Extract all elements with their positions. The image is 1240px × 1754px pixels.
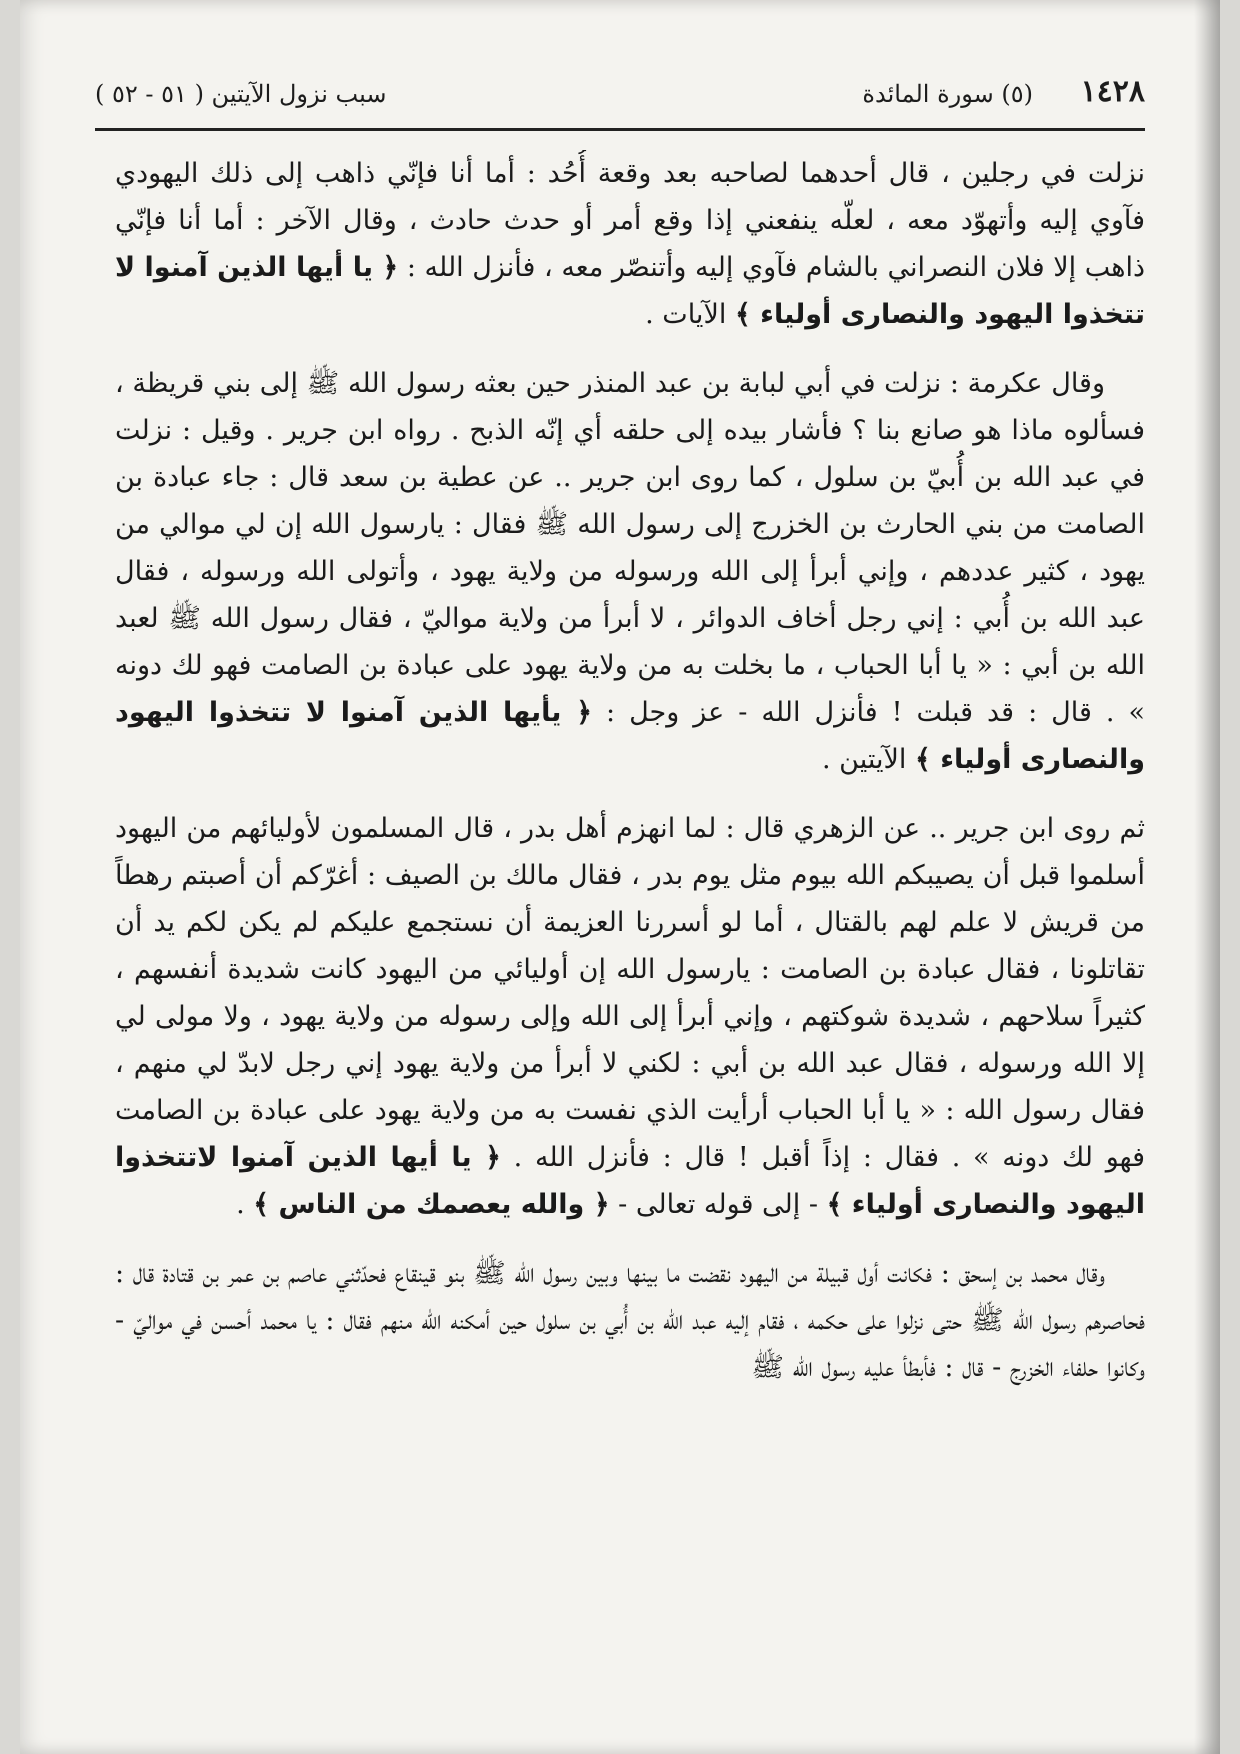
paragraph [115, 150, 1145, 338]
prose-text: نزلت في رجلين ، قال أحدهما لصاحبه بعد وقعة أُحُد : أما أنا فإنّي ذاهب إلى ذلك اليهودي فآوي إليه وأتهوّد معه ، لعلّه ينفعني إذا وقع أمر أو حدث حادث ، وقال الآخر : أما أنا فإنّي ذاهب إلا فلان النصراني بالشام فآوي إليه وأتنصّر معه ، فأنزل الله : [115, 158, 1145, 283]
running-header [95, 72, 1145, 124]
prose-text: وقال محمد بن إسحق : فكانت أول قبيلة من اليهود نقضت ما بينها وبين رسول الله ﷺ بنو قينقاع فحدّثني عاصم بن عمر بن قتادة قال : فحاصرهم رسول الله ﷺ حتى نزلوا على حكمه ، فقام إليه عبد الله بن أُبي بن سلول حين أمكنه الله منهم فقال : يا محمد أحسن في مواليّ - وكانوا حلفاء الخزرج - قال : فأبطأ عليه رسول الله ﷺ [115, 1258, 1145, 1383]
prose-text: - إلى قوله تعالى - [609, 1189, 827, 1220]
paragraph [115, 805, 1145, 1228]
quran-verse: ﴿ يا أيها الذين آمنوا لاتتخذوا اليهود والنصارى أولياء ﴾ [115, 1142, 1145, 1220]
quran-verse: ﴿ والله يعصمك من الناس ﴾ [253, 1189, 610, 1220]
surah-title: (٥) سورة المائدة [862, 80, 1033, 108]
prose-text: . [236, 1189, 254, 1220]
quran-verse: ﴿ يأيها الذين آمنوا لا تتخذوا اليهود والنصارى أولياء ﴾ [115, 697, 1145, 775]
section-topic: سبب نزول الآيتين ( ٥١ - ٥٢ ) [95, 80, 387, 108]
prose-text: الآيتين . [821, 744, 915, 775]
paragraph [115, 360, 1145, 783]
prose-text: الآيات . [645, 299, 735, 330]
book-page [20, 0, 1220, 1754]
prose-text: وقال عكرمة : نزلت في أبي لبابة بن عبد المنذر حين بعثه رسول الله ﷺ إلى بني قريظة ، فسألوه ماذا هو صانع بنا ؟ فأشار بيده إلى حلقه أي إنّه الذبح . رواه ابن جرير . وقيل : نزلت في عبد الله بن أُبيّ بن سلول ، كما روى ابن جرير .. عن عطية بن سعد قال : جاء عبادة بن الصامت من بني الحارث بن الخزرج إلى رسول الله ﷺ فقال : يارسول الله إن لي موالي من يهود ، كثير عددهم ، وإني أبرأ إلى الله ورسوله من ولاية يهود ، وأتولى الله ورسوله ، فقال عبد الله بن أُبي : إني رجل أخاف الدوائر ، لا أبرأ من ولاية مواليّ ، فقال رسول الله ﷺ لعبد الله بن أبي : « يا أبا الحباب ، ما بخلت به من ولاية يهود على عبادة بن الصامت فهو لك دونه » . قال : قد قبلت ! فأنزل الله - عز وجل : [115, 368, 1145, 728]
page-body [115, 150, 1145, 1720]
quran-verse: ﴿ يا أيها الذين آمنوا لا تتخذوا اليهود والنصارى أولياء ﴾ [115, 252, 1145, 330]
prose-text: ثم روى ابن جرير .. عن الزهري قال : لما انهزم أهل بدر ، قال المسلمون لأوليائهم من اليهود أسلموا قبل أن يصيبكم الله بيوم مثل يوم بدر ، فقال مالك بن الصيف : أغرّكم أن أصبتم رهطاً من قريش لا علم لهم بالقتال ، أما لو أسررنا العزيمة أن نستجمع عليكم لم يكن لكم يد أن تقاتلونا ، فقال عبادة بن الصامت : يارسول الله إن أوليائي من اليهود كانت شديدة أنفسهم ، كثيراً سلاحهم ، شديدة شوكتهم ، وإني أبرأ إلى الله وإلى رسوله من ولاية يهود ، ولا مولى لي إلا الله ورسوله ، فقال عبد الله بن أبي : لكني لا أبرأ من ولاية يهود إني رجل لابدّ لي منهم ، فقال رسول الله : « يا أبا الحباب أرأيت الذي نفست به من ولاية يهود على عبادة بن الصامت فهو لك دونه » . فقال : إذاً أقبل ! قال : فأنزل الله . [115, 813, 1145, 1173]
paragraph [115, 1250, 1145, 1391]
page-number: ١٤٢٨ [1080, 74, 1145, 109]
spine-shadow [1194, 0, 1220, 1754]
header-divider [95, 128, 1145, 131]
